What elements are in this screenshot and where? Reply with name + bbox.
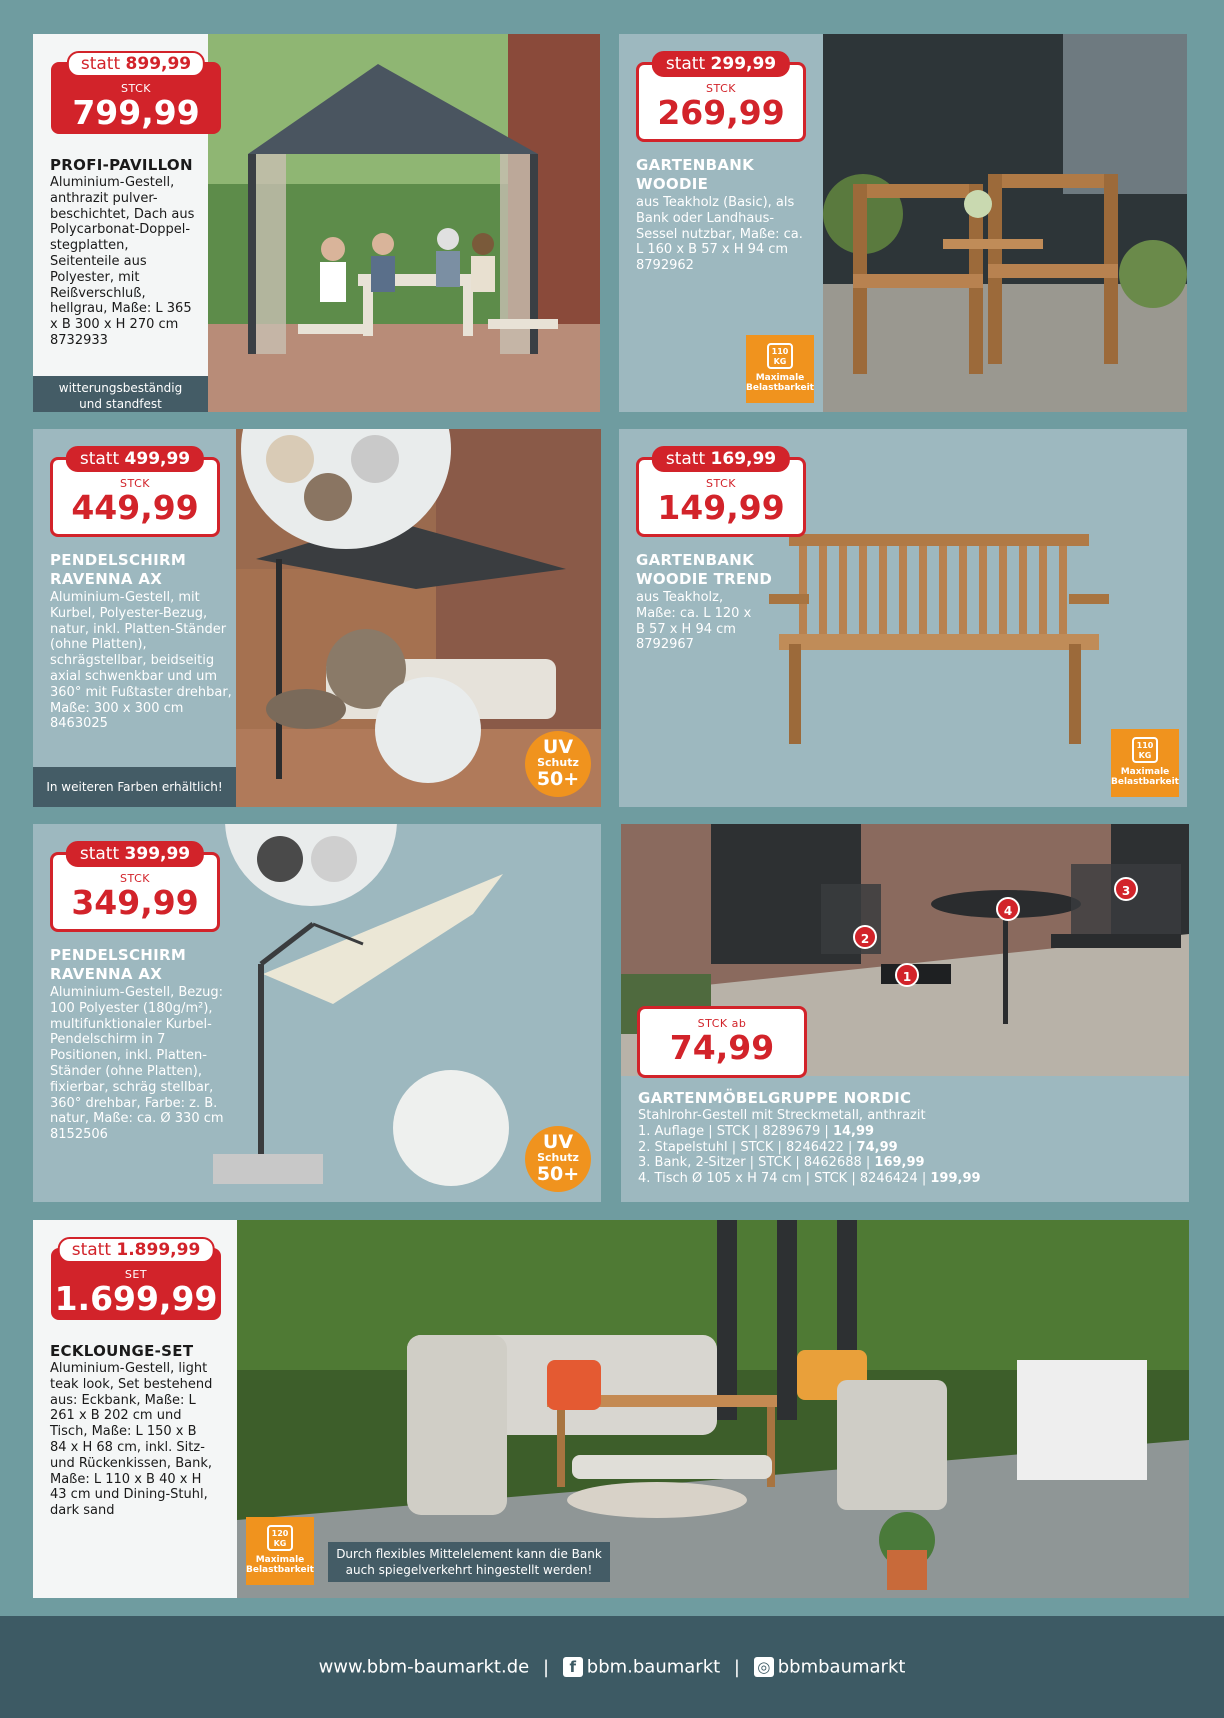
product-title: GARTENBANK WOODIE (636, 156, 755, 193)
marker-3: 3 (1114, 877, 1138, 901)
divider: | (542, 1656, 550, 1678)
uv-protection-badge: UV Schutz 50+ (525, 731, 591, 797)
feature-note: Durch flexibles Mittelelement kann die Bank auch spiegelverkehrt hingestellt werden! (328, 1542, 610, 1582)
old-price: statt 899,99 (67, 51, 205, 77)
price-tag (637, 1006, 807, 1078)
product-card-woodie-trend (619, 429, 1187, 807)
price-tag (50, 844, 220, 932)
product-title: PENDELSCHIRM RAVENNA AX (50, 551, 187, 588)
woodie-trend-photo (769, 524, 1109, 754)
price: 74,99 (669, 1028, 775, 1067)
max-load-badge: 120 KG Maximale Belastbarkeit (246, 1517, 314, 1585)
price: 449,99 (71, 488, 199, 527)
product-description: aus Teakholz (Basic), als Bank oder Landhaus-Sessel nutzbar, Maße: ca. L 160 x B 57 x H 94 cm 8792962 (636, 195, 803, 274)
article-number: 8463025 (50, 716, 108, 732)
item-line-4: 4. Tisch Ø 105 x H 74 cm | STCK | 8246424 | 199,99 (638, 1171, 981, 1187)
price-tag (636, 449, 806, 537)
footer-links (0, 1656, 1224, 1678)
marker-1: 1 (895, 963, 919, 987)
feature-note: In weiteren Farben erhältlich! (33, 767, 236, 807)
product-title: PROFI-PAVILLON (50, 156, 193, 174)
item-line-1: 1. Auflage | STCK | 8289679 | 14,99 (638, 1123, 875, 1139)
product-description: Stahlrohr-Gestell mit Streckmetall, anthrazit 1. Auflage | STCK | 8289679 | 14,99 2. Stapelstuhl | STCK | 8246422 | 74,99 3. Bank, 2-Sitzer | STCK | 8462688 | 169,99 4. Tisch Ø 105 x H 74 cm | STCK | 8246424 | 199,99 (638, 1108, 981, 1187)
divider: | (733, 1656, 740, 1678)
item-line-2: 2. Stapelstuhl | STCK | 8246422 | 74,99 (638, 1139, 898, 1155)
product-card-ravenna-natur (33, 824, 601, 1202)
pavillon-photo (208, 34, 600, 412)
price-unit: SET (124, 1268, 148, 1281)
price: 1.699,99 (54, 1279, 218, 1318)
product-description: aus Teakholz, Maße: ca. L 120 x B 57 x H 94 cm 8792967 (636, 590, 752, 653)
product-description: Aluminium-Gestell, light teak look, Set bestehend aus: Eckbank, Maße: L 261 x B 202 cm und Tisch, Maße: L 150 x B 84 x H 68 cm, inkl. Sitz- und Rückenkissen, Bank, Maße: L 110 x B 40 x H 43 cm und Dining-Stuhl, dark sand (50, 1361, 213, 1519)
color-swatch-grey[interactable] (351, 435, 399, 483)
product-description: Aluminium-Gestell, mit Kurbel, Polyester-Bezug, natur, inkl. Platten-Ständer (ohne Platten), schrägstellbar, beidseitig axial schwenkbar und um 360° mit Fußtaster drehbar, Maße: 300 x 300 cm 8463025 (50, 590, 232, 732)
instagram-link[interactable]: bbmbaumarkt (777, 1656, 906, 1678)
price-tag (51, 1240, 221, 1320)
price-unit: STCK (706, 477, 736, 490)
product-description: Aluminium-Gestell, Bezug: 100 Polyester (180g/m²), multifunktionaler Kurbel-Pendelschirm in 7 Positionen, inkl. Platten-Ständer (ohne Platten), fixierbar, schräg stellbar, 360° drehbar, Farbe: z. B. natur, Maße: ca. Ø 330 cm 8152506 (50, 985, 224, 1143)
woodie-photo (823, 34, 1187, 412)
price: 149,99 (657, 488, 785, 527)
product-card-nordic (621, 824, 1189, 1202)
product-title: GARTENBANK WOODIE TREND (636, 551, 773, 588)
facebook-icon: f (563, 1657, 583, 1677)
price-unit: STCK (120, 477, 150, 490)
price: 269,99 (657, 93, 785, 132)
uv-protection-badge: UV Schutz 50+ (525, 1126, 591, 1192)
website-link[interactable]: www.bbm-baumarkt.de (318, 1656, 530, 1678)
price-unit: STCK ab (697, 1017, 747, 1030)
price-tag (51, 54, 221, 134)
article-number: 8732933 (50, 332, 108, 348)
article-number: 8792967 (636, 637, 694, 653)
footer (0, 1616, 1224, 1718)
article-number: 8152506 (50, 1127, 108, 1143)
instagram-icon: ◎ (754, 1657, 774, 1677)
canopy-detail-inset (375, 677, 481, 783)
marker-4: 4 (996, 897, 1020, 921)
old-price: statt 1.899,99 (58, 1237, 215, 1263)
old-price: statt 299,99 (652, 51, 790, 77)
color-swatch-sand[interactable] (266, 435, 314, 483)
product-card-ecklounge (33, 1220, 1189, 1598)
article-number: 8792962 (636, 258, 694, 274)
price: 349,99 (71, 883, 199, 922)
product-card-woodie (619, 34, 1187, 412)
old-price: statt 399,99 (66, 841, 204, 867)
product-card-pavillon (33, 34, 600, 412)
feature-note: witterungsbeständig und standfest (33, 376, 208, 412)
max-load-badge: 110 KG Maximale Belastbarkeit (746, 335, 814, 403)
product-title: GARTENMÖBELGRUPPE NORDIC (638, 1089, 912, 1107)
price-tag (50, 449, 220, 537)
product-title: PENDELSCHIRM RAVENNA AX (50, 946, 187, 983)
marker-2: 2 (853, 925, 877, 949)
price-unit: STCK (706, 82, 736, 95)
weight-icon: 110 KG (767, 343, 793, 369)
canopy-detail-inset (393, 1070, 509, 1186)
price: 799,99 (72, 93, 200, 132)
old-price: statt 499,99 (66, 446, 204, 472)
product-title: ECKLOUNGE-SET (50, 1342, 194, 1360)
price-tag (636, 54, 806, 142)
facebook-link[interactable]: bbm.baumarkt (586, 1656, 721, 1678)
max-load-badge: 110 KG Maximale Belastbarkeit (1111, 729, 1179, 797)
product-card-ravenna-dark (33, 429, 601, 807)
color-swatch-taupe[interactable] (304, 473, 352, 521)
weight-icon: 120 KG (267, 1525, 293, 1551)
price-unit: STCK (120, 872, 150, 885)
product-description: Aluminium-Gestell, anthrazit pulver-beschichtet, Dach aus Polycarbonat-Doppel-stegplatten, Seitenteile aus Polyester, mit Reißverschluß, hellgrau, Maße: L 365 x B 300 x H 270 cm 8732933 (50, 175, 195, 348)
weight-icon: 110 KG (1132, 737, 1158, 763)
price-unit: STCK (121, 82, 151, 95)
item-line-3: 3. Bank, 2-Sitzer | STCK | 8462688 | 169,99 (638, 1155, 925, 1171)
old-price: statt 169,99 (652, 446, 790, 472)
